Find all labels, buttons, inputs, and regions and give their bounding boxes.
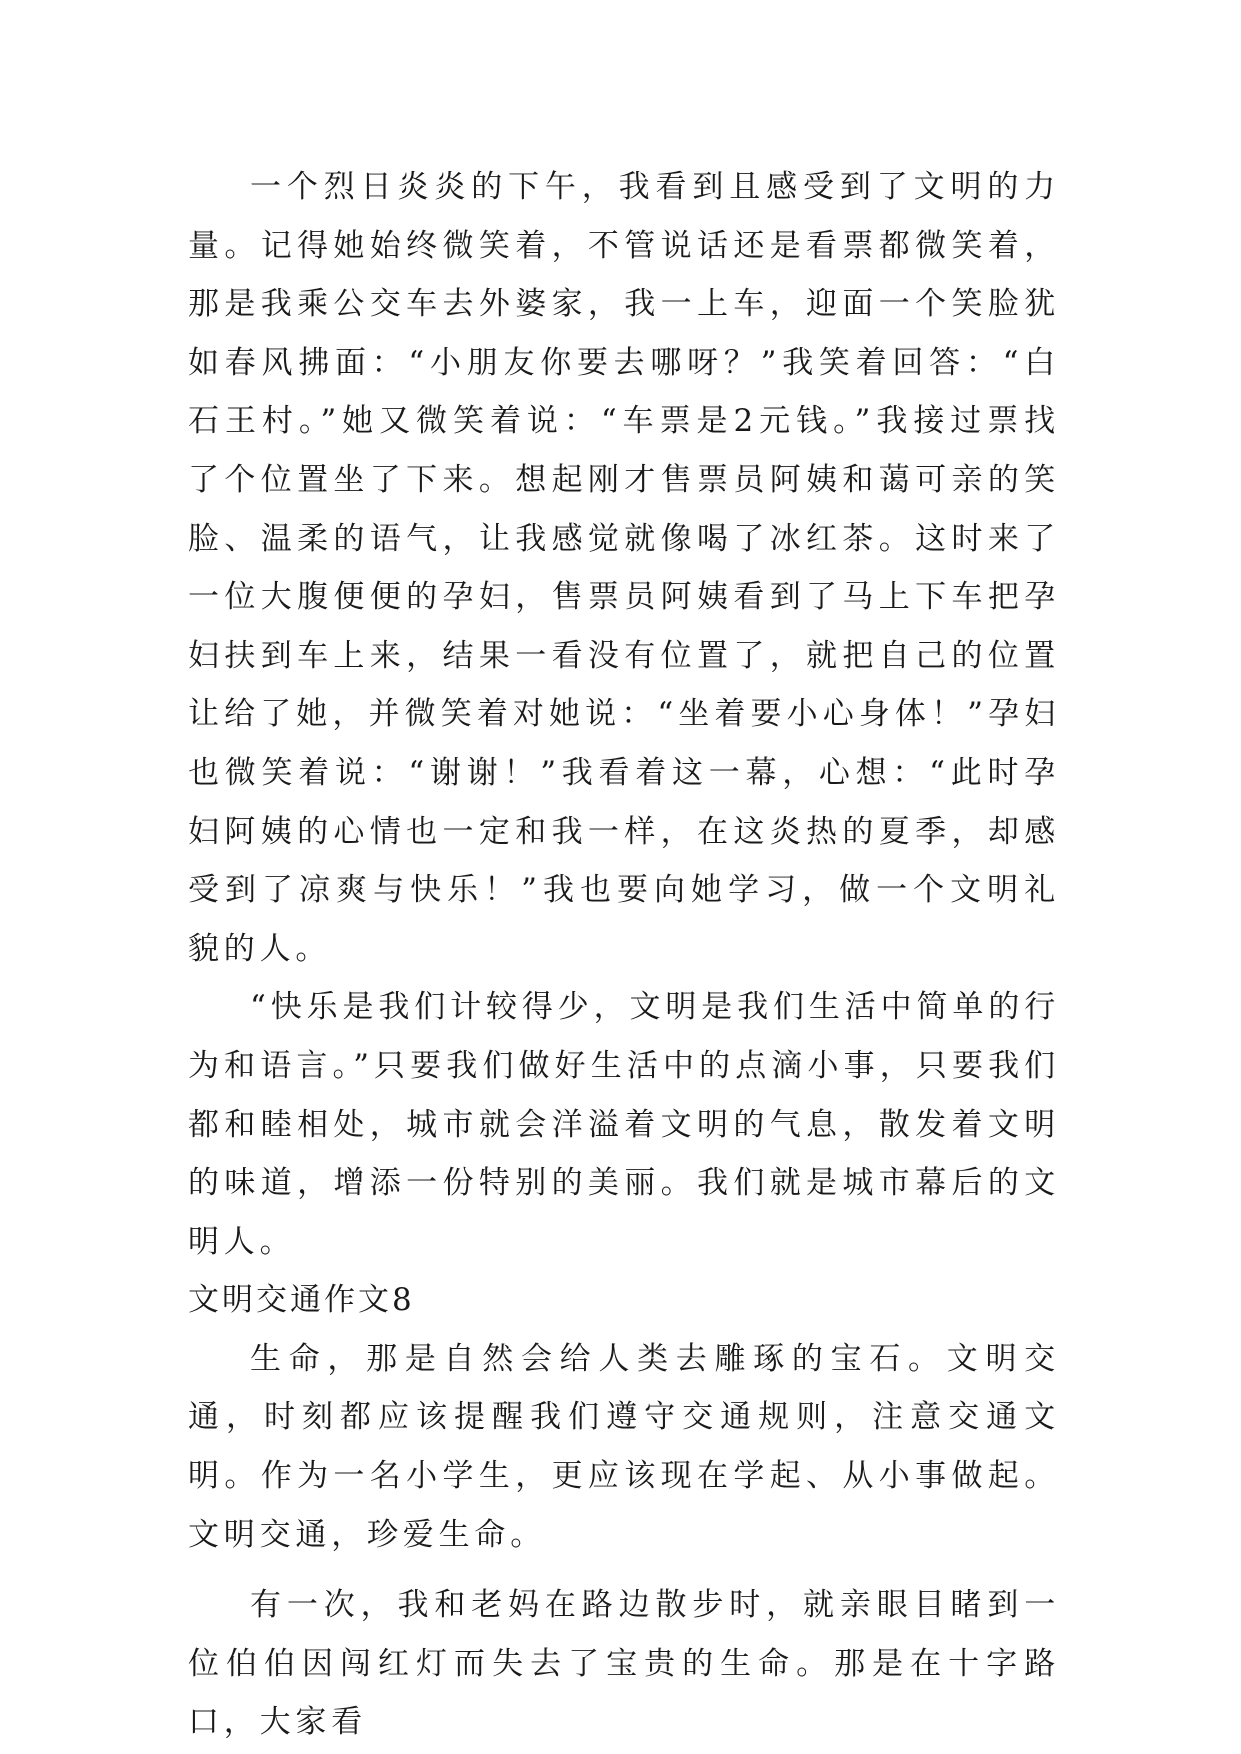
section-heading: 文明交通作文8 <box>188 1282 415 1319</box>
paragraph-3: 生命，那是自然会给人类去雕琢的宝石。文明交通，时刻都应该提醒我们遵守交通规则，注意交通文明。作为一名小学生，更应该现在学起、从小事做起。文明交通，珍爱生命。 <box>188 1340 1060 1553</box>
paragraph-2: “快乐是我们计较得少，文明是我们生活中简单的行为和语言。”只要我们做好生活中的点滴小事，只要我们都和睦相处，城市就会洋溢着文明的气息，散发着文明的味道，增添一份特别的美丽。我们就是城市幕后的文明人。 <box>188 989 1060 1260</box>
document-body <box>188 158 1060 1752</box>
paragraph-4: 有一次，我和老妈在路边散步时，就亲眼目睹到一位伯伯因闯红灯而失去了宝贵的生命。那是在十字路口，大家看 <box>188 1587 1060 1741</box>
paragraph-1: 一个烈日炎炎的下午，我看到且感受到了文明的力量。记得她始终微笑着，不管说话还是看票都微笑着，那是我乘公交车去外婆家，我一上车，迎面一个笑脸犹如春风拂面：“小朋友你要去哪呀？”我笑着回答：“白石王村。”她又微笑着说：“车票是2元钱。”我接过票找了个位置坐了下来。想起刚才售票员阿姨和蔼可亲的笑脸、温柔的语气，让我感觉就像喝了冰红茶。这时来了一位大腹便便的孕妇，售票员阿姨看到了马上下车把孕妇扶到车上来，结果一看没有位置了，就把自己的位置让给了她，并微笑着对她说：“坐着要小心身体！”孕妇也微笑着说：“谢谢！”我看着这一幕，心想：“此时孕妇阿姨的心情也一定和我一样，在这炎热的夏季，却感受到了凉爽与快乐！”我也要向她学习，做一个文明礼貌的人。 <box>188 169 1060 967</box>
